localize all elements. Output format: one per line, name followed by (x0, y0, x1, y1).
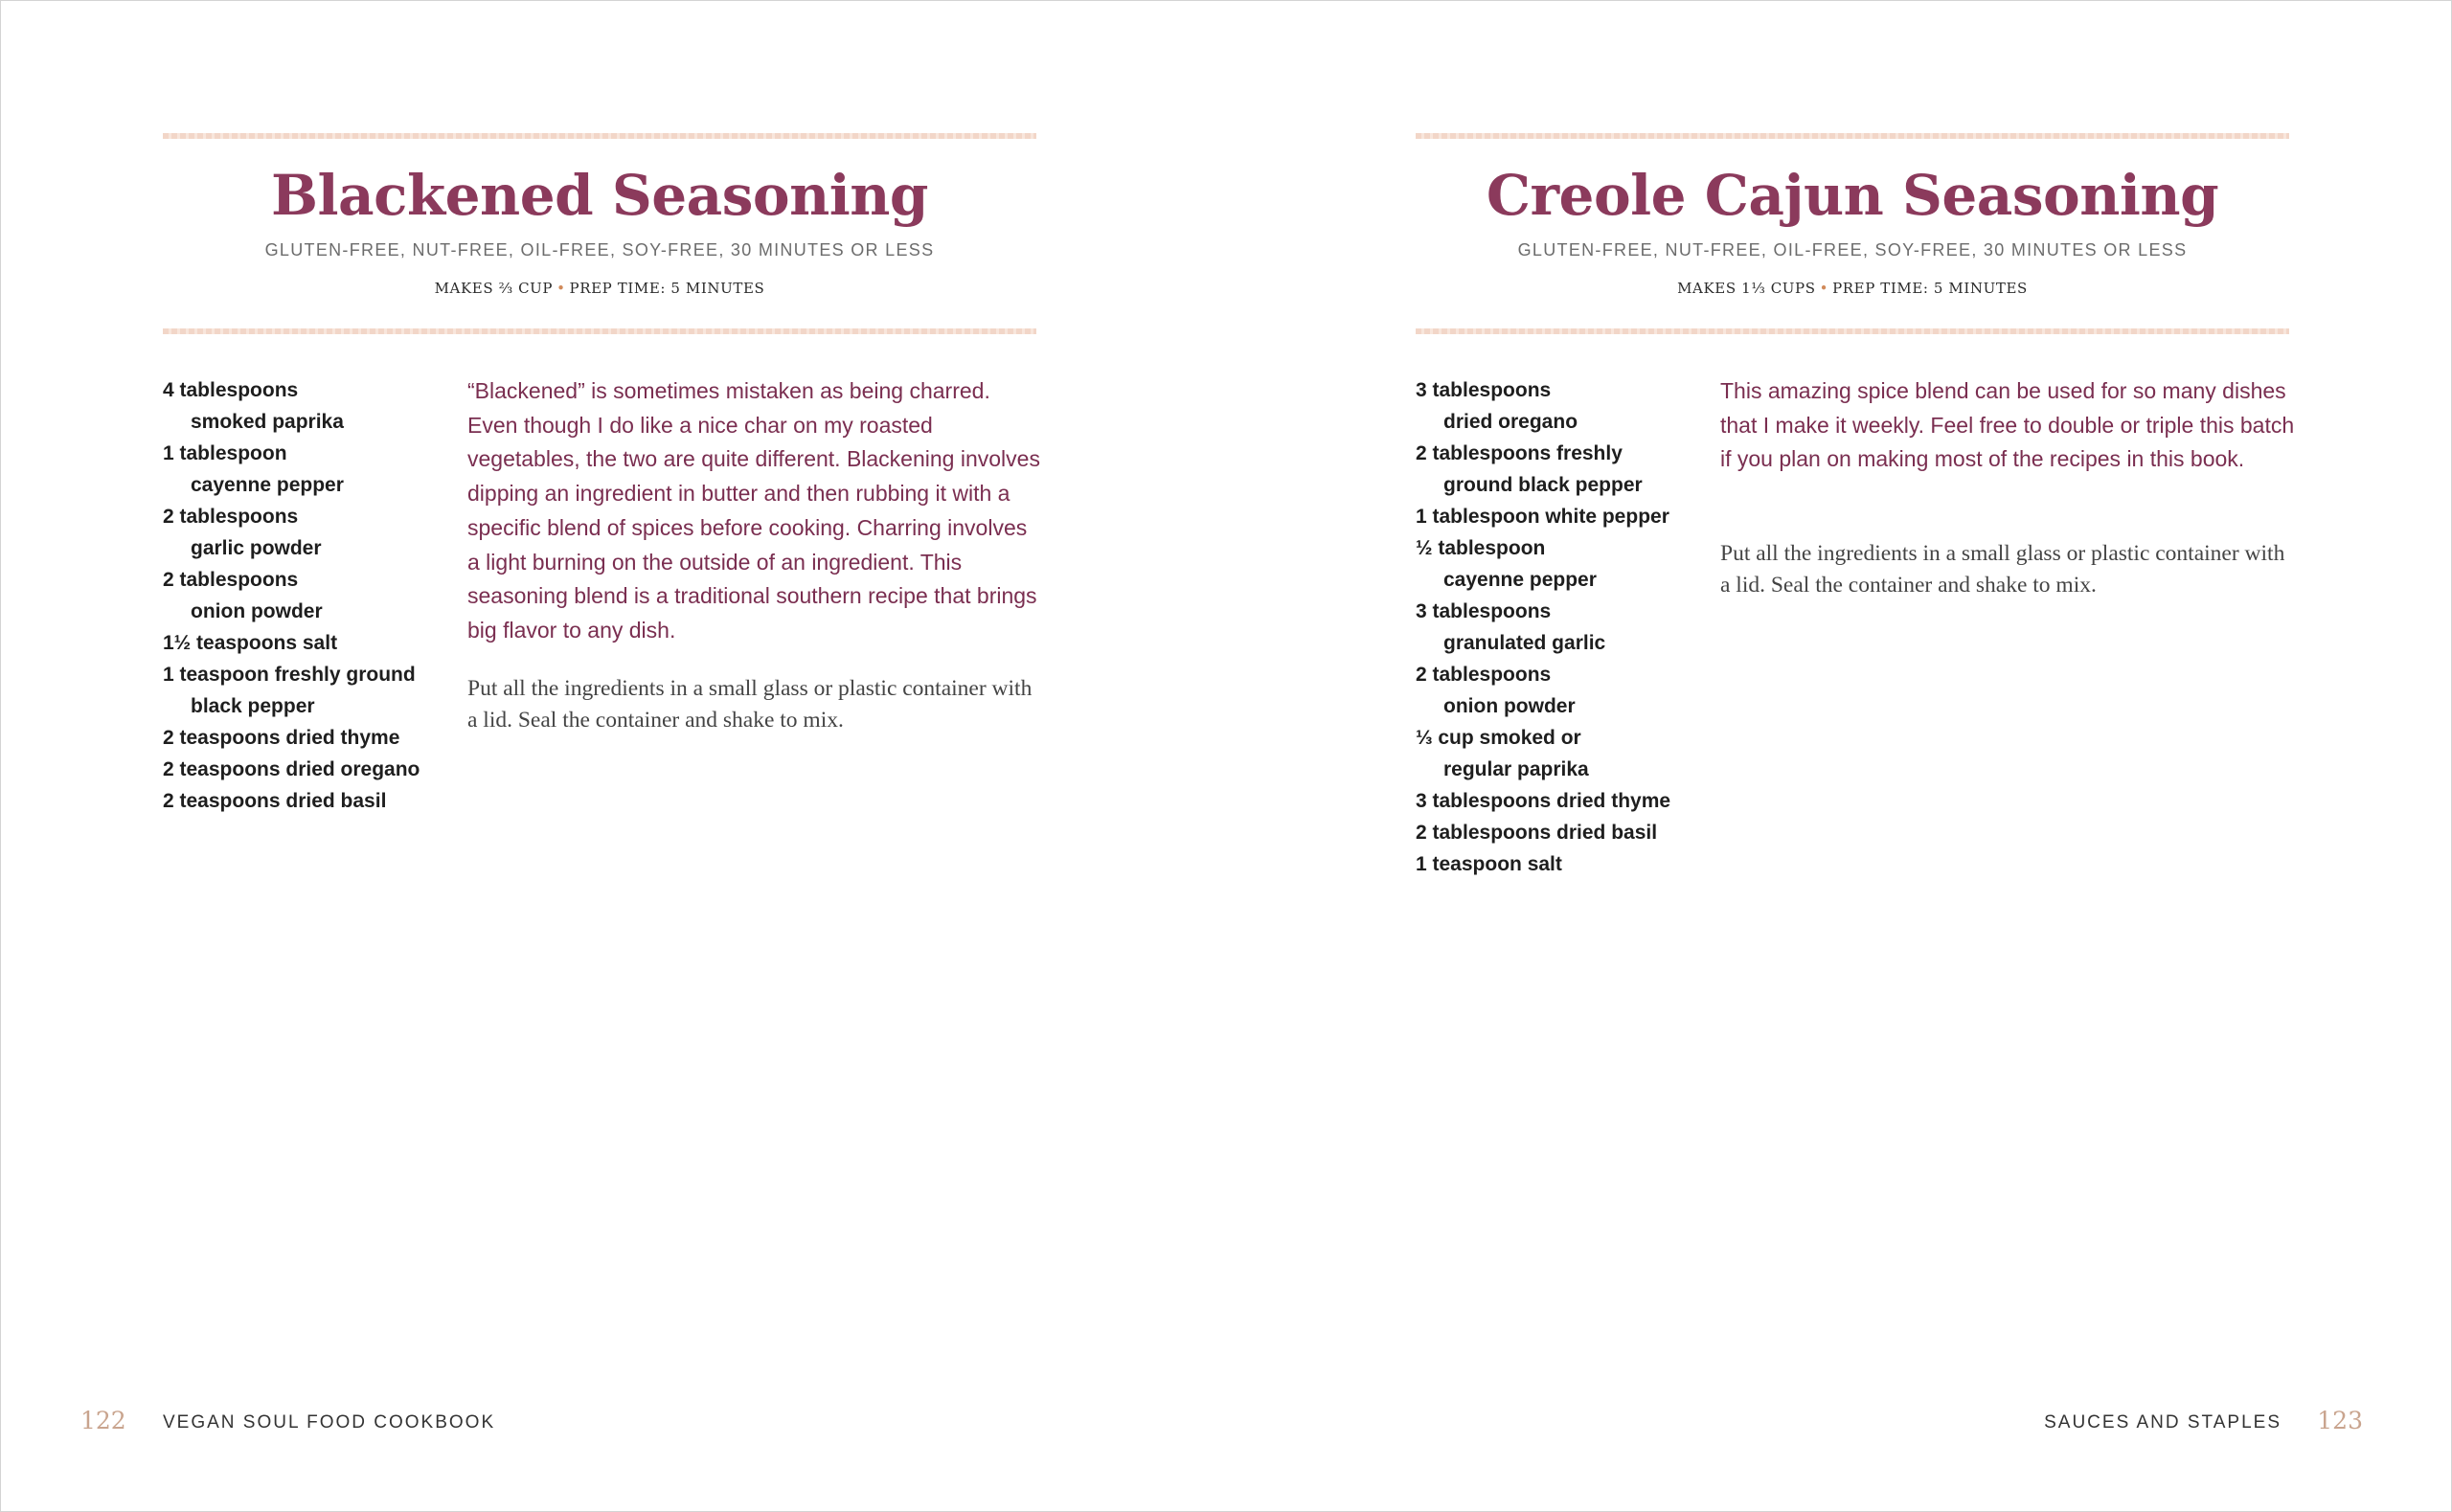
recipe-intro: “Blackened” is sometimes mistaken as being charred. Even though I do like a nice char on my roasted vegetables, the two are quite different. Blackening involves dipping an ingredient in butter and then rubbing it with a specific blend of spices before cooking. Charring involves a light burning on the outside of an ingredient. This seasoning blend is a traditional southern recipe that brings big flavor to any dish. (467, 378, 1040, 643)
ingredient-item: 2 tablespoons garlic powder (163, 506, 322, 559)
ingredient-item: 3 tablespoons dried thyme (1416, 790, 1671, 812)
ingredient-item: ⅓ cup smoked or regular paprika (1416, 727, 1589, 780)
prep-time: PREP TIME: 5 MINUTES (569, 280, 765, 297)
ingredient-list (1416, 374, 1703, 880)
recipe-title: Creole Cajun Seasoning (1486, 163, 2219, 228)
yield-prep (1416, 280, 2289, 297)
ingredient-item: 2 tablespoons onion powder (163, 569, 323, 622)
ingredient-item: 3 tablespoons dried oregano (1416, 379, 1578, 433)
ingredient-item: 3 tablespoons granulated garlic (1416, 600, 1606, 654)
ingredient-item: 2 tablespoons dried basil (1416, 822, 1658, 844)
diet-tags: GLUTEN-FREE, NUT-FREE, OIL-FREE, SOY-FREE, 30 MINUTES OR LESS (1517, 240, 2188, 260)
bottom-rule (1416, 328, 2289, 334)
ingredient-item: 2 teaspoons dried thyme (163, 727, 400, 749)
ingredient-item: 2 teaspoons dried oregano (163, 758, 420, 780)
yield: MAKES 1⅓ CUPS (1677, 280, 1816, 297)
ingredient-item: 1 tablespoon white pepper (1416, 506, 1669, 528)
recipe-method: Put all the ingredients in a small glass or plastic container with a lid. Seal the container and shake to mix. (467, 676, 1033, 733)
separator-dot: • (556, 280, 566, 297)
prep-time: PREP TIME: 5 MINUTES (1832, 280, 2028, 297)
yield-prep (163, 280, 1036, 297)
ingredient-item: 2 tablespoons freshly ground black pepper (1416, 442, 1643, 496)
bottom-rule (163, 328, 1036, 334)
recipe-intro: This amazing spice blend can be used for so many dishes that I make it weekly. Feel free to double or triple this batch if you plan on making most of the recipes in this book. (1720, 378, 2295, 472)
right-page (1226, 0, 2452, 1512)
ingredient-item: 4 tablespoons smoked paprika (163, 379, 344, 433)
diet-tags: GLUTEN-FREE, NUT-FREE, OIL-FREE, SOY-FREE, 30 MINUTES OR LESS (264, 240, 935, 260)
page-number: 122 (80, 1407, 126, 1434)
running-head: VEGAN SOUL FOOD COOKBOOK (163, 1412, 496, 1433)
page-number: 123 (2317, 1407, 2363, 1434)
ingredient-item: 1 teaspoon salt (1416, 853, 1562, 875)
top-rule (163, 133, 1036, 139)
separator-dot: • (1819, 280, 1829, 297)
yield: MAKES ⅔ CUP (434, 280, 554, 297)
running-head: SAUCES AND STAPLES (2044, 1412, 2282, 1433)
top-rule (1416, 133, 2289, 139)
ingredient-item: 2 teaspoons dried basil (163, 790, 387, 812)
ingredient-item: 1 tablespoon cayenne pepper (163, 442, 344, 496)
recipe-title: Blackened Seasoning (271, 163, 928, 228)
ingredient-item: 1½ teaspoons salt (163, 632, 338, 654)
ingredient-item: ½ tablespoon cayenne pepper (1416, 537, 1597, 591)
ingredient-item: 2 tablespoons onion powder (1416, 664, 1576, 717)
ingredient-list (163, 374, 450, 817)
recipe-method: Put all the ingredients in a small glass or plastic container with a lid. Seal the container and shake to mix. (1720, 541, 2285, 598)
ingredient-item: 1 teaspoon freshly ground black pepper (163, 664, 416, 717)
